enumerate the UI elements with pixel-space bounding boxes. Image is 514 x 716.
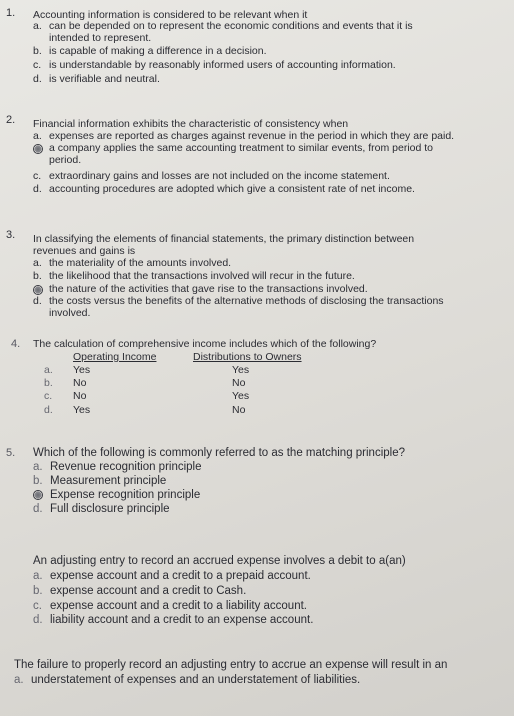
option-text: is verifiable and neutral.	[49, 73, 160, 85]
column-header-operating-income: Operating Income	[73, 351, 157, 363]
question-number: 2.	[6, 114, 16, 126]
question-stem: The calculation of comprehensive income includes which of the following?	[33, 338, 377, 350]
option-letter: d.	[33, 73, 42, 85]
option-text: expense account and a credit to a prepaid account.	[50, 570, 311, 582]
option-letter: b.	[33, 475, 43, 487]
option-text: Full disclosure principle	[50, 503, 170, 515]
option-letter: c.	[33, 170, 42, 182]
row-value: No	[232, 404, 246, 416]
question-number: 5.	[6, 447, 16, 459]
option-letter: a.	[33, 461, 43, 473]
row-value: No	[232, 377, 246, 389]
question-number: 1.	[6, 7, 16, 19]
question-stem: Financial information exhibits the characteristic of consistency when	[33, 118, 349, 130]
row-value: Yes	[73, 404, 91, 416]
option-letter: a.	[33, 130, 42, 142]
option-letter: a.	[14, 674, 24, 686]
option-letter: a.	[33, 20, 42, 32]
row-value: Yes	[73, 364, 91, 376]
option-text: expense account and a credit to Cash.	[50, 585, 247, 597]
row-value: No	[73, 377, 87, 389]
option-text: is capable of making a difference in a decision.	[49, 45, 267, 57]
option-text: the nature of the activities that gave rise to the transactions involved.	[49, 283, 368, 295]
option-text: liability account and a credit to an expense account.	[50, 614, 314, 626]
row-value: No	[73, 390, 87, 402]
option-text: a company applies the same accounting treatment to similar events, from period to period.	[49, 142, 434, 166]
row-letter[interactable]: c.	[44, 390, 53, 402]
question-stem: Which of the following is commonly referred to as the matching principle?	[33, 447, 406, 459]
option-text: extraordinary gains and losses are not included on the income statement.	[49, 170, 390, 182]
option-letter: b.	[33, 585, 43, 597]
option-text: understatement of expenses and an understatement of liabilities.	[31, 674, 361, 686]
question-stem: An adjusting entry to record an accrued expense involves a debit to a(an)	[33, 555, 406, 567]
row-letter[interactable]: d.	[44, 404, 53, 416]
question-number: 3.	[6, 229, 16, 241]
question-number: 4.	[11, 338, 21, 350]
option-text: the costs versus the benefits of the alternative methods of disclosing the transactions involved.	[49, 295, 444, 319]
option-text: expenses are reported as charges against revenue in the period in which they are paid.	[49, 130, 455, 142]
option-letter: a.	[33, 570, 43, 582]
option-letter: b.	[33, 45, 42, 57]
option-letter: d.	[33, 503, 43, 515]
option-letter: b.	[33, 270, 42, 282]
row-letter[interactable]: b.	[44, 377, 53, 389]
option-text: the likelihood that the transactions involved will recur in the future.	[49, 270, 355, 282]
option-letter-marked	[33, 143, 47, 157]
question-stem: The failure to properly record an adjusting entry to accrue an expense will result in an	[14, 659, 448, 671]
option-letter: d.	[33, 614, 43, 626]
row-value: Yes	[232, 364, 250, 376]
option-text: the materiality of the amounts involved.	[49, 257, 232, 269]
option-text: is understandable by reasonably informed users of accounting information.	[49, 59, 396, 71]
option-letter-marked	[33, 489, 47, 503]
question-stem: In classifying the elements of financial statements, the primary distinction between revenues and gains is	[33, 233, 415, 257]
answer-circle-mark	[33, 490, 43, 500]
option-text: expense account and a credit to a liability account.	[50, 600, 307, 612]
option-letter: d.	[33, 183, 42, 195]
option-text: can be depended on to represent the economic conditions and events that it is intended to represent.	[49, 20, 413, 44]
option-letter: a.	[33, 257, 42, 269]
option-text: Revenue recognition principle	[50, 461, 202, 473]
option-text: accounting procedures are adopted which give a consistent rate of net income.	[49, 183, 415, 195]
answer-circle-mark	[33, 144, 43, 154]
row-value: Yes	[232, 390, 250, 402]
answer-circle-mark	[33, 285, 43, 295]
option-text: Measurement principle	[50, 475, 167, 487]
option-letter: c.	[33, 59, 42, 71]
column-header-distributions: Distributions to Owners	[193, 351, 302, 363]
option-letter: d.	[33, 295, 42, 307]
question-stem: Accounting information is considered to be relevant when it	[33, 9, 308, 21]
row-letter[interactable]: a.	[44, 364, 53, 376]
option-letter: c.	[33, 600, 42, 612]
option-text: Expense recognition principle	[50, 489, 201, 501]
